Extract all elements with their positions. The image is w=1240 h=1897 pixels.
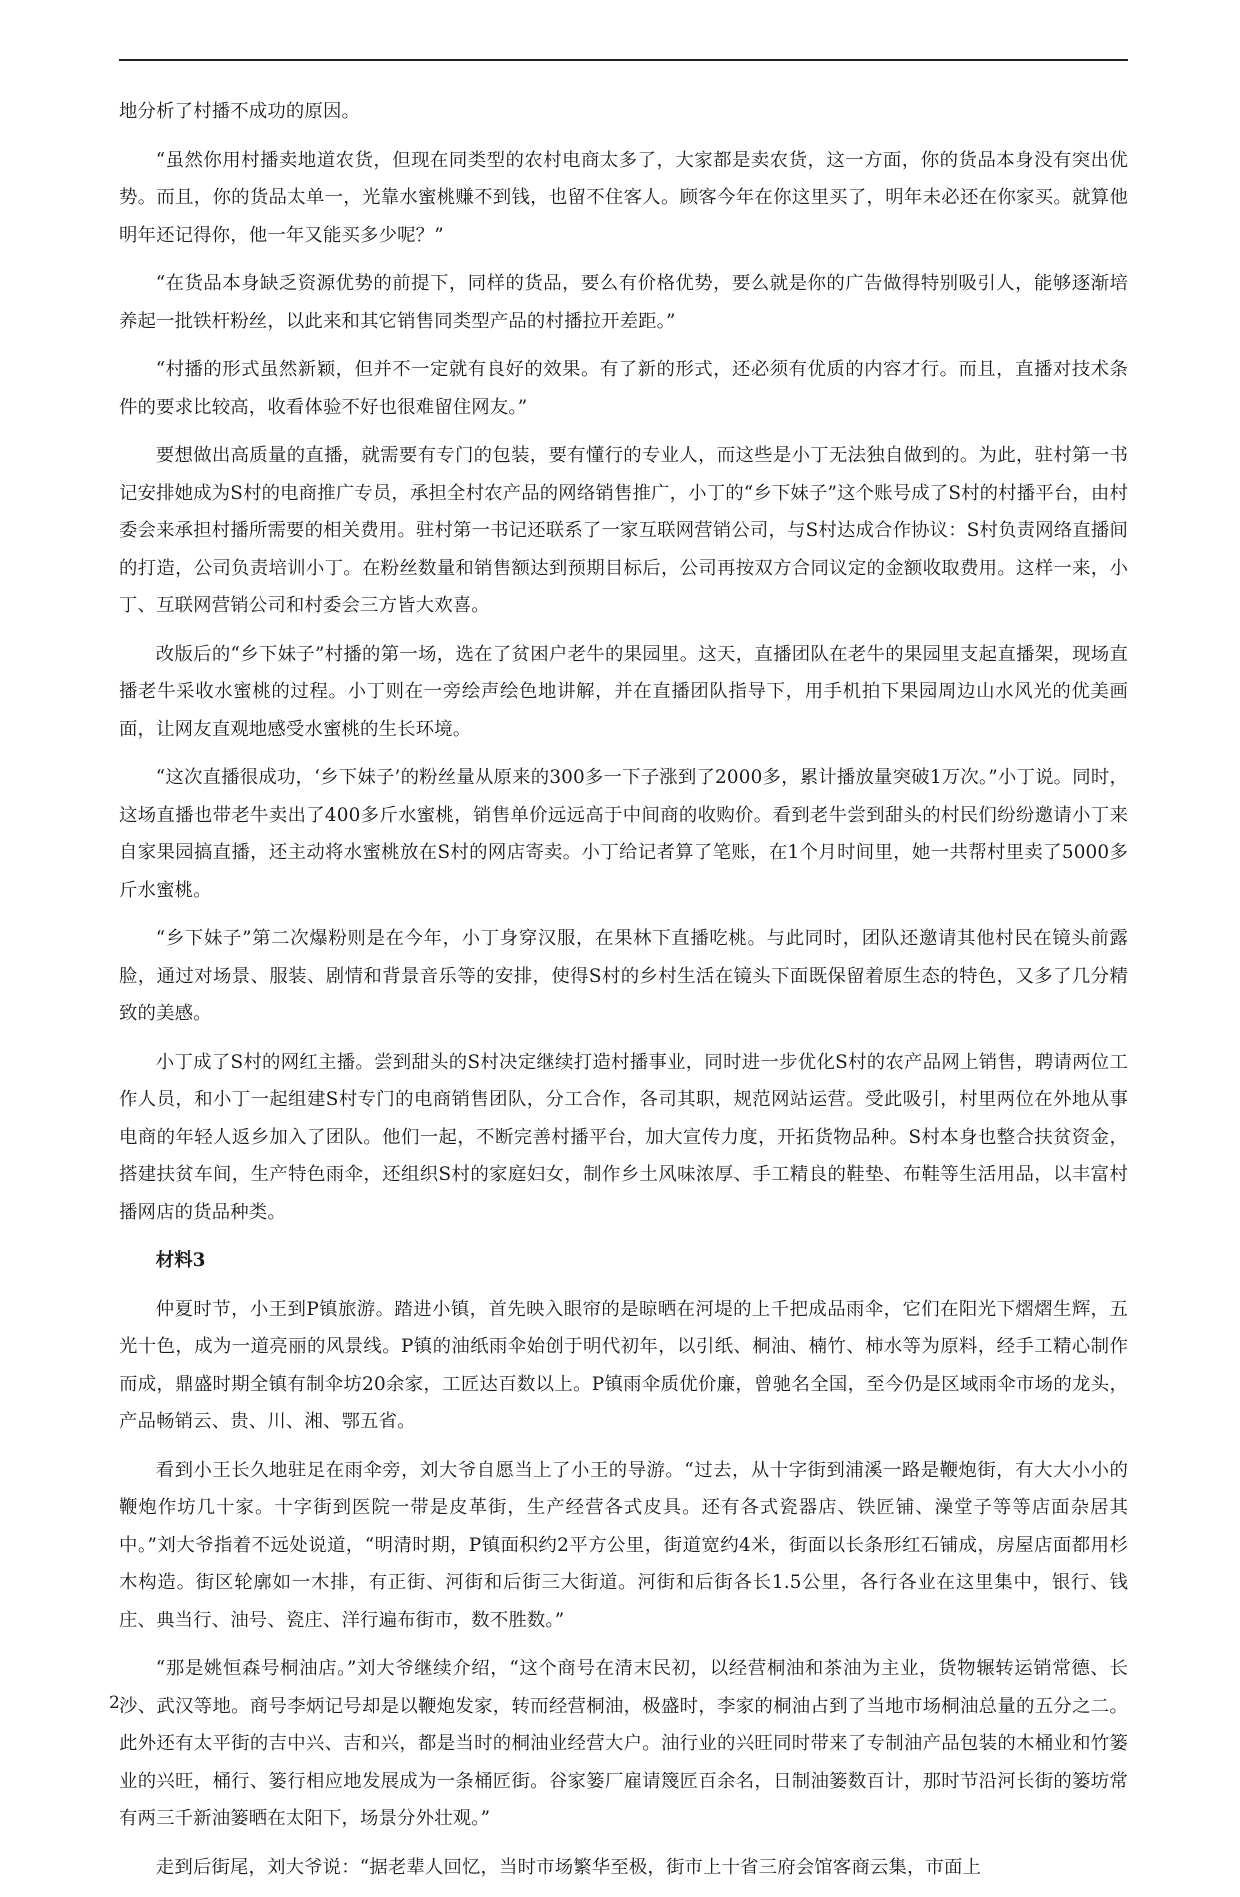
paragraph: “虽然你用村播卖地道农货，但现在同类型的农村电商太多了，大家都是卖农货，这一方面，你的货品本身没有突出优势。而且，你的货品太单一，光靠水蜜桃赚不到钱，也留不住客人。顾客今年在你这里买了，明年未必还在你家买。就算他明年还记得你，他一年又能买多少呢？” bbox=[119, 149, 1128, 246]
paragraph: 要想做出高质量的直播，就需要有专门的包装，要有懂行的专业人，而这些是小丁无法独自做到的。为此，驻村第一书记安排她成为S村的电商推广专员，承担全村农产品的网络销售推广，小丁的“乡下妹子”这个账号成了S村的村播平台，由村委会来承担村播所需要的相关费用。驻村第一书记还联系了一家互联网营销公司，与S村达成合作协议：S村负责网络直播间的打造，公司负责培训小丁。在粉丝数量和销售额达到预期目标后，公司再按双方合同议定的金额收取费用。这样一来，小丁、互联网营销公司和村委会三方皆大欢喜。 bbox=[119, 445, 1128, 616]
paragraph: “这次直播很成功，‘乡下妹子’的粉丝量从原来的300多一下子涨到了2000多，累计播放量突破1万次。”小丁说。同时，这场直播也带老牛卖出了400多斤水蜜桃，销售单价远远高于中间商的收购价。看到老牛尝到甜头的村民们纷纷邀请小丁来自家果园搞直播，还主动将水蜜桃放在S村的网店寄卖。小丁给记者算了笔账，在1个月时间里，她一共帮村里卖了5000多斤水蜜桃。 bbox=[119, 767, 1128, 901]
paragraph: “乡下妹子”第二次爆粉则是在今年，小丁身穿汉服，在果林下直播吃桃。与此同时，团队还邀请其他村民在镜头前露脸，通过对场景、服装、剧情和背景音乐等的安排，使得S村的乡村生活在镜头下面既保留着原生态的特色，又多了几分精致的美感。 bbox=[119, 928, 1128, 1024]
paragraph: “那是姚恒森号桐油店。”刘大爷继续介绍，“这个商号在清末民初，以经营桐油和茶油为主业，货物辗转运销常德、长沙、武汉等地。商号李炳记号却是以鞭炮发家，转而经营桐油，极盛时，李家的桐油占到了当地市场桐油总量的五分之二。此外还有太平街的吉中兴、吉和兴，都是当时的桐油业经营大户。油行业的兴旺同时带来了专制油产品包装的木桶业和竹篓业的兴旺，桶行、篓行相应地发展成为一条桶匠街。谷家篓厂雇请篾匠百余名，日制油篓数百计，那时节沿河长街的篓坊常有两三千新油篓晒在太阳下，场景分外壮观。” bbox=[119, 1658, 1128, 1829]
page-number: 2 bbox=[109, 1693, 120, 1713]
header-rule bbox=[119, 59, 1128, 61]
paragraph: 走到后街尾，刘大爷说：“据老辈人回忆，当时市场繁华至极，街市上十省三府会馆客商云集，市面上 bbox=[155, 1856, 982, 1878]
paragraph: 改版后的“乡下妹子”村播的第一场，选在了贫困户老牛的果园里。这天，直播团队在老牛的果园里支起直播架，现场直播老牛采收水蜜桃的过程。小丁则在一旁绘声绘色地讲解，并在直播团队指导下，用手机拍下果园周边山水风光的优美画面，让网友直观地感受水蜜桃的生长环境。 bbox=[119, 643, 1128, 740]
paragraph: 看到小王长久地驻足在雨伞旁，刘大爷自愿当上了小王的导游。“过去，从十字街到浦溪一路是鞭炮街，有大大小小的鞭炮作坊几十家。十字街到医院一带是皮革街，生产经营各式皮具。还有各式瓷器店、铁匠铺、澡堂子等等店面杂居其中。”刘大爷指着不远处说道，“明清时期，P镇面积约2平方公里，街道宽约4米，街面以长条形红石铺成，房屋店面都用杉木构造。街区轮廓如一木排，有正街、河街和后街三大街道。河街和后街各长1.5公里，各行各业在这里集中，银行、钱庄、典当行、油号、瓷庄、洋行遍布街市，数不胜数。” bbox=[119, 1459, 1128, 1631]
paragraph: 小丁成了S村的网红主播。尝到甜头的S村决定继续打造村播事业，同时进一步优化S村的农产品网上销售，聘请两位工作人员，和小丁一起组建S村专门的电商销售团队，分工合作，各司其职，规范网站运营。受此吸引，村里两位在外地从事电商的年轻人返乡加入了团队。他们一起，不断完善村播平台，加大宣传力度，开拓货物品种。S村本身也整合扶贫资金，搭建扶贫车间，生产特色雨伞，还组织S村的家庭妇女，制作乡土风味浓厚、手工精良的鞋垫、布鞋等生活用品，以丰富村播网店的货品种类。 bbox=[119, 1051, 1128, 1223]
paragraph: “在货品本身缺乏资源优势的前提下，同样的货品，要么有价格优势，要么就是你的广告做得特别吸引人，能够逐渐培养起一批铁杆粉丝，以此来和其它销售同类型产品的村播拉开差距。” bbox=[119, 273, 1128, 332]
page-body bbox=[119, 93, 1128, 1897]
section-heading: 材料3 bbox=[155, 1250, 206, 1271]
paragraph: “村播的形式虽然新颖，但并不一定就有良好的效果。有了新的形式，还必须有优质的内容才行。而且，直播对技术条件的要求比较高，收看体验不好也很难留住网友。” bbox=[119, 359, 1128, 418]
paragraph: 仲夏时节，小王到P镇旅游。踏进小镇，首先映入眼帘的是晾晒在河堤的上千把成品雨伞，它们在阳光下熠熠生辉，五光十色，成为一道亮丽的风景线。P镇的油纸雨伞始创于明代初年，以引纸、桐油、楠竹、柿水等为原料，经手工精心制作而成，鼎盛时期全镇有制伞坊20余家，工匠达百数以上。P镇雨伞质优价廉，曾驰名全国，至今仍是区域雨伞市场的龙头，产品畅销云、贵、川、湘、鄂五省。 bbox=[119, 1298, 1128, 1432]
paragraph: 地分析了村播不成功的原因。 bbox=[119, 101, 361, 122]
